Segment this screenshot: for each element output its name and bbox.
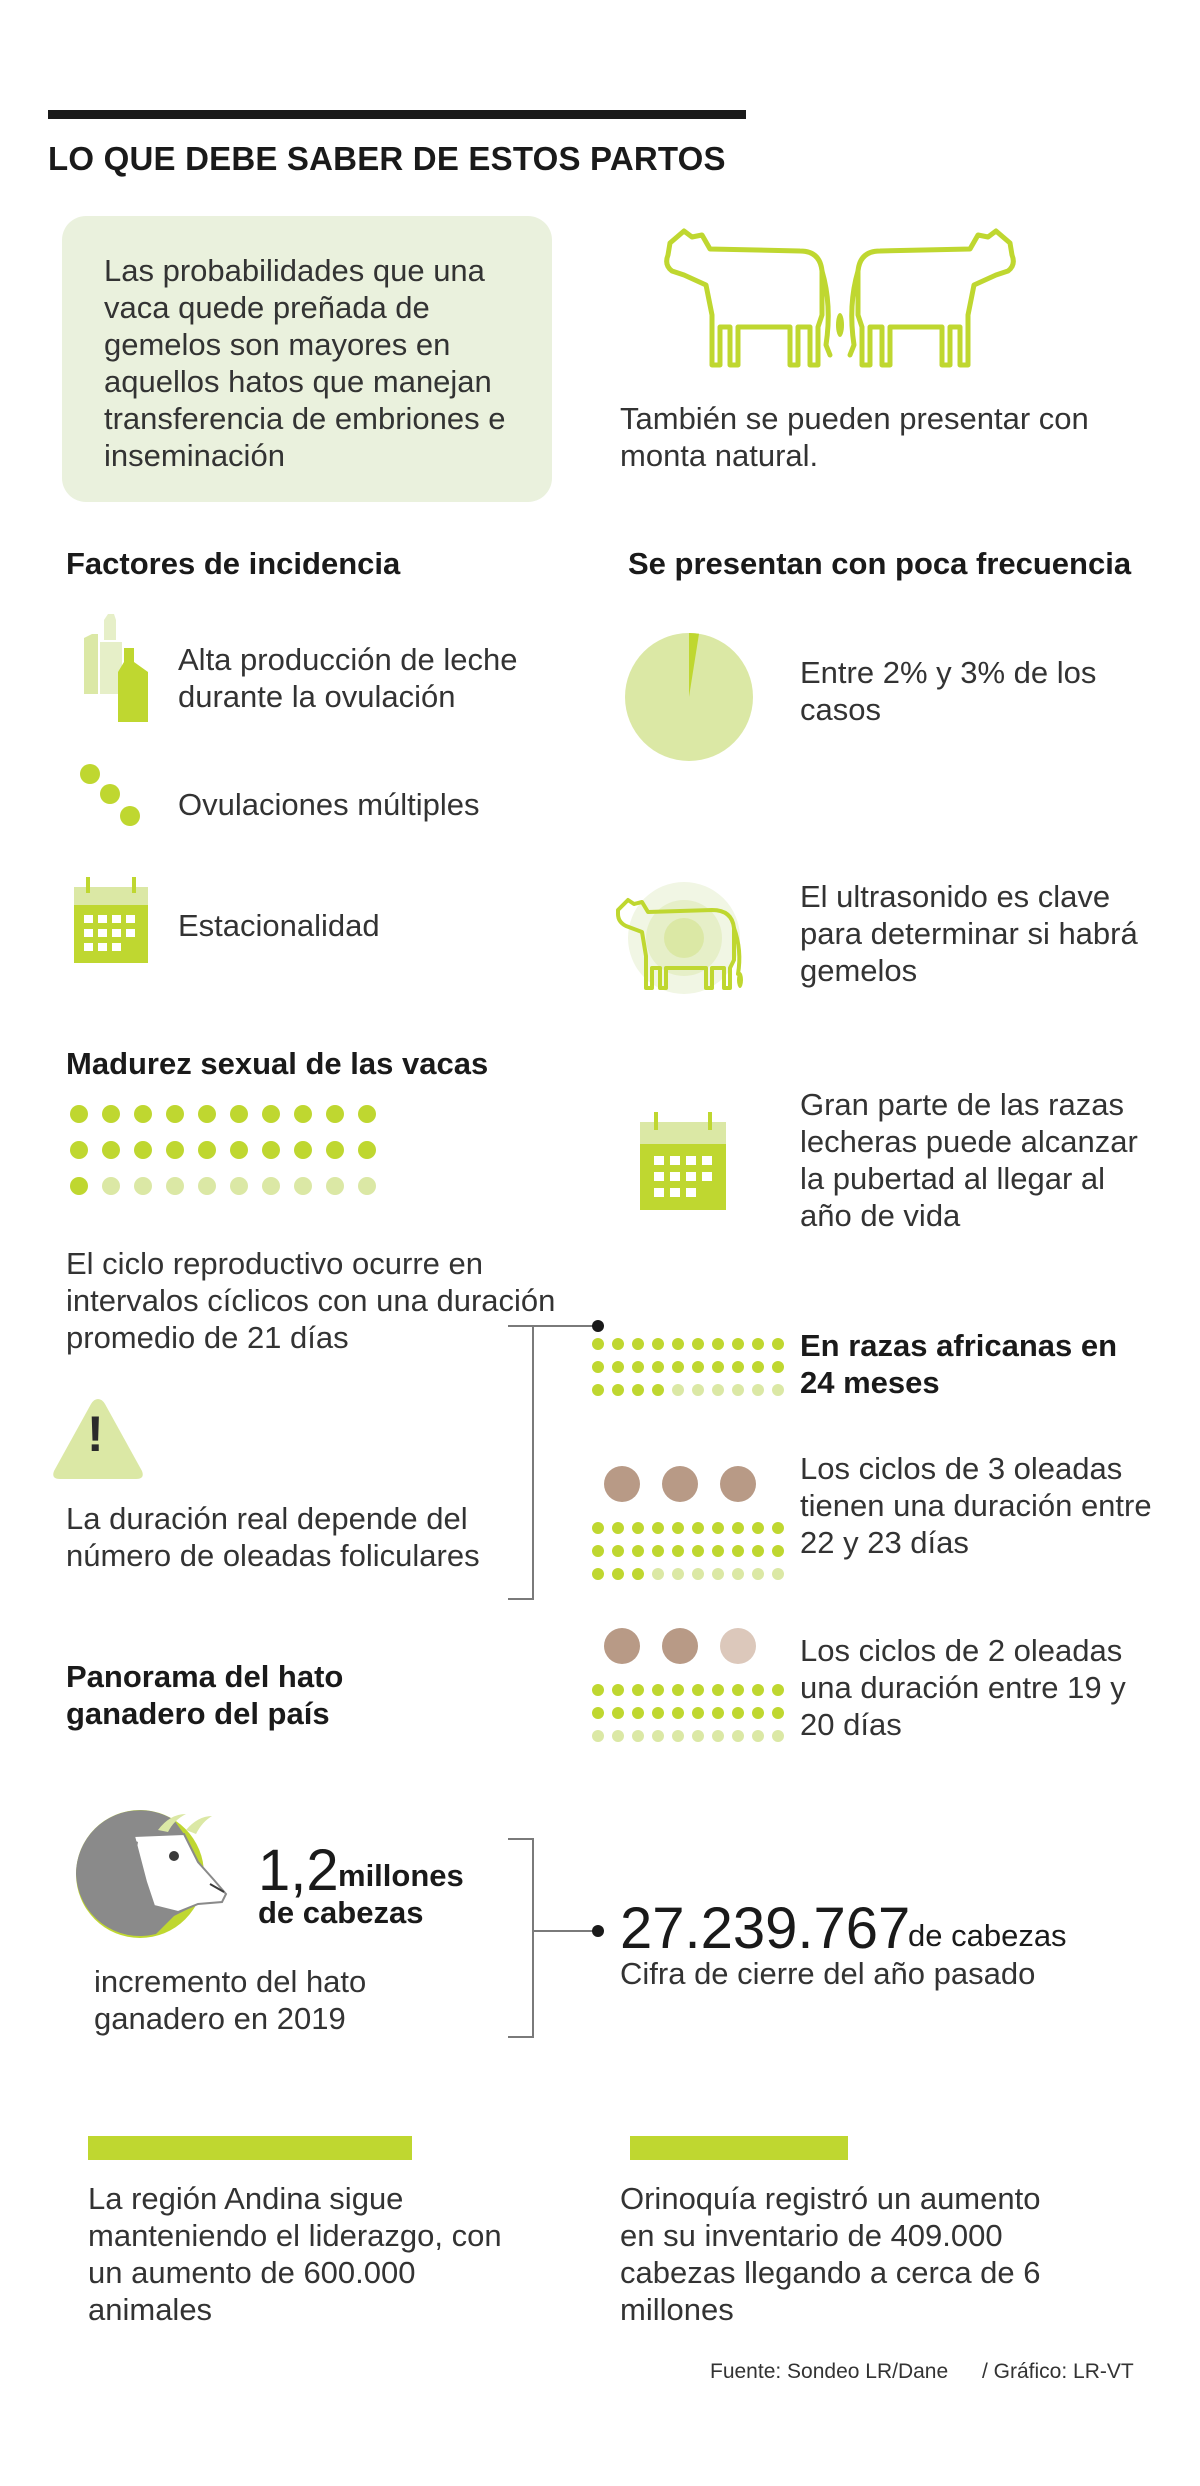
pictogram-dot xyxy=(712,1338,724,1350)
ultrasound-text: El ultrasonido es clave para determinar si habrá gemelos xyxy=(800,879,1138,988)
pictogram-dot xyxy=(772,1730,784,1742)
three-waves-circles xyxy=(604,1466,784,1506)
pictogram-dot xyxy=(198,1105,216,1123)
pictogram-dot xyxy=(732,1730,744,1742)
herd-total-text: Cifra de cierre del año pasado xyxy=(620,1956,1036,1991)
maturity-bracket-dot xyxy=(592,1320,604,1332)
pictogram-dot xyxy=(358,1141,376,1159)
pictogram-dot xyxy=(262,1177,280,1195)
pictogram-dot xyxy=(772,1384,784,1396)
pictogram-dot xyxy=(134,1141,152,1159)
two-waves-dot-grid xyxy=(592,1684,792,1756)
pictogram-dot xyxy=(134,1105,152,1123)
pictogram-dot xyxy=(612,1684,624,1696)
pictogram-dot xyxy=(712,1384,724,1396)
pictogram-dot xyxy=(262,1141,280,1159)
region-orinoquia-text: Orinoquía registró un aumento en su inventario de 409.000 cabezas llegando a cerca de 6 millones xyxy=(620,2181,1041,2327)
pictogram-dot xyxy=(672,1338,684,1350)
puberty-calendar-icon xyxy=(640,1112,726,1210)
pictogram-dot xyxy=(732,1522,744,1534)
three-waves-dot-grid xyxy=(592,1522,792,1594)
pictogram-dot xyxy=(772,1684,784,1696)
pictogram-dot xyxy=(692,1545,704,1557)
herd-increase-unit-a: millones xyxy=(338,1858,464,1893)
pictogram-dot xyxy=(612,1522,624,1534)
pictogram-dot xyxy=(712,1707,724,1719)
pictogram-dot xyxy=(592,1338,604,1350)
cycle-text: El ciclo reproductivo ocurre en intervalos cíclicos con una duración promedio de 21 días xyxy=(66,1246,556,1355)
pictogram-dot xyxy=(732,1361,744,1373)
pictogram-dot xyxy=(632,1338,644,1350)
pictogram-dot xyxy=(732,1338,744,1350)
herd-total-number: 27.239.767 xyxy=(620,1896,911,1961)
pictogram-dot xyxy=(732,1545,744,1557)
pictogram-dot xyxy=(326,1141,344,1159)
two-waves-circles xyxy=(604,1628,784,1668)
pictogram-dot xyxy=(262,1105,280,1123)
credit-text: / Gráfico: LR-VT xyxy=(982,2360,1134,2383)
pictogram-dot xyxy=(612,1730,624,1742)
pictogram-dot xyxy=(772,1338,784,1350)
frequency-pie-icon xyxy=(622,630,756,764)
pictogram-dot xyxy=(652,1730,664,1742)
pictogram-dot xyxy=(166,1177,184,1195)
warning-symbol: ! xyxy=(87,1406,104,1462)
source-text: Fuente: Sondeo LR/Dane xyxy=(710,2360,949,2383)
pictogram-dot xyxy=(652,1361,664,1373)
pictogram-dot xyxy=(294,1141,312,1159)
frequency-heading: Se presentan con poca frecuencia xyxy=(628,546,1132,581)
pictogram-dot xyxy=(712,1568,724,1580)
pictogram-dot xyxy=(772,1361,784,1373)
pictogram-dot xyxy=(612,1361,624,1373)
maturity-dot-grid xyxy=(70,1105,390,1215)
herd-increase-unit-b: de cabezas xyxy=(258,1895,424,1930)
three-waves-text: Los ciclos de 3 oleadas tienen una duración entre 22 y 23 días xyxy=(800,1451,1152,1560)
pictogram-dot xyxy=(632,1545,644,1557)
pictogram-dot xyxy=(712,1730,724,1742)
wave-circle xyxy=(604,1466,640,1502)
pictogram-dot xyxy=(592,1568,604,1580)
pictogram-dot xyxy=(70,1141,88,1159)
pictogram-dot xyxy=(652,1384,664,1396)
african-dot-grid xyxy=(592,1338,792,1410)
pictogram-dot xyxy=(692,1384,704,1396)
pie-text: Entre 2% y 3% de los casos xyxy=(800,655,1097,727)
wave-circle xyxy=(720,1466,756,1502)
pictogram-dot xyxy=(752,1568,764,1580)
pictogram-dot xyxy=(752,1545,764,1557)
pictogram-dot xyxy=(692,1361,704,1373)
pictogram-dot xyxy=(752,1684,764,1696)
pictogram-dot xyxy=(326,1105,344,1123)
pictogram-dot xyxy=(632,1384,644,1396)
two-waves-text: Los ciclos de 2 oleadas una duración entre 19 y 20 días xyxy=(800,1633,1126,1742)
pictogram-dot xyxy=(652,1338,664,1350)
pictogram-dot xyxy=(294,1177,312,1195)
wave-circle xyxy=(662,1466,698,1502)
pictogram-dot xyxy=(166,1141,184,1159)
ovulation-dots-icon xyxy=(78,760,148,830)
pictogram-dot xyxy=(592,1522,604,1534)
pictogram-dot xyxy=(612,1338,624,1350)
pictogram-dot xyxy=(692,1730,704,1742)
pictogram-dot xyxy=(198,1141,216,1159)
pictogram-dot xyxy=(752,1361,764,1373)
pictogram-dot xyxy=(358,1105,376,1123)
pictogram-dot xyxy=(712,1522,724,1534)
pictogram-dot xyxy=(672,1707,684,1719)
top-rule xyxy=(48,110,746,119)
herd-total-unit: de cabezas xyxy=(908,1918,1067,1953)
pictogram-dot xyxy=(134,1177,152,1195)
region-orinoquia-bar xyxy=(630,2136,848,2160)
pictogram-dot xyxy=(230,1105,248,1123)
pictogram-dot xyxy=(102,1177,120,1195)
african-text: En razas africanas en 24 meses xyxy=(800,1328,1118,1400)
pictogram-dot xyxy=(772,1522,784,1534)
herd-increase-text: incremento del hato ganadero en 2019 xyxy=(94,1964,367,2036)
pictogram-dot xyxy=(772,1545,784,1557)
pictogram-dot xyxy=(732,1707,744,1719)
pictogram-dot xyxy=(692,1707,704,1719)
pictogram-dot xyxy=(230,1177,248,1195)
pictogram-dot xyxy=(712,1684,724,1696)
puberty-text: Gran parte de las razas lecheras puede alcanzar la pubertad al llegar al año de vida xyxy=(800,1087,1138,1233)
pictogram-dot xyxy=(672,1568,684,1580)
pictogram-dot xyxy=(592,1361,604,1373)
calendar-icon xyxy=(74,877,148,963)
pictogram-dot xyxy=(632,1684,644,1696)
region-andina-bar xyxy=(88,2136,412,2160)
pictogram-dot xyxy=(612,1545,624,1557)
pictogram-dot xyxy=(198,1177,216,1195)
pictogram-dot xyxy=(632,1568,644,1580)
pictogram-dot xyxy=(70,1177,88,1195)
wave-circle xyxy=(604,1628,640,1664)
pictogram-dot xyxy=(592,1730,604,1742)
pictogram-dot xyxy=(294,1105,312,1123)
pictogram-dot xyxy=(632,1361,644,1373)
pictogram-dot xyxy=(632,1522,644,1534)
herd-bracket xyxy=(508,1838,534,2038)
factor-item-season: Estacionalidad xyxy=(178,908,380,943)
pictogram-dot xyxy=(326,1177,344,1195)
pictogram-dot xyxy=(652,1522,664,1534)
pictogram-dot xyxy=(752,1707,764,1719)
pictogram-dot xyxy=(772,1568,784,1580)
pictogram-dot xyxy=(752,1384,764,1396)
pictogram-dot xyxy=(672,1545,684,1557)
pictogram-dot xyxy=(732,1684,744,1696)
cow-head-icon xyxy=(74,1808,234,1938)
pictogram-dot xyxy=(102,1141,120,1159)
pictogram-dot xyxy=(752,1338,764,1350)
pictogram-dot xyxy=(692,1522,704,1534)
pictogram-dot xyxy=(692,1338,704,1350)
pictogram-dot xyxy=(592,1545,604,1557)
wave-circle xyxy=(720,1628,756,1664)
ultrasound-cow-icon xyxy=(612,870,762,1000)
pictogram-dot xyxy=(732,1568,744,1580)
maturity-bracket-line xyxy=(534,1325,598,1327)
intro-text: Las probabilidades que una vaca quede preñada de gemelos son mayores en aquellos hatos que manejan transferencia de embriones e inseminación xyxy=(104,253,506,473)
pictogram-dot xyxy=(592,1684,604,1696)
maturity-bracket xyxy=(508,1325,534,1600)
milk-bottles-icon xyxy=(78,610,158,726)
factor-item-ovulation: Ovulaciones múltiples xyxy=(178,787,480,822)
warning-text: La duración real depende del número de oleadas foliculares xyxy=(66,1501,480,1573)
herd-heading: Panorama del hato ganadero del país xyxy=(66,1659,344,1731)
pictogram-dot xyxy=(70,1105,88,1123)
pictogram-dot xyxy=(632,1707,644,1719)
pictogram-dot xyxy=(672,1361,684,1373)
region-andina-text: La región Andina sigue manteniendo el liderazgo, con un aumento de 600.000 animales xyxy=(88,2181,502,2327)
pictogram-dot xyxy=(732,1384,744,1396)
wave-circle xyxy=(662,1628,698,1664)
pictogram-dot xyxy=(632,1730,644,1742)
pictogram-dot xyxy=(672,1384,684,1396)
twin-calves-icon xyxy=(650,215,1030,380)
page-title: LO QUE DEBE SABER DE ESTOS PARTOS xyxy=(48,140,726,177)
pictogram-dot xyxy=(772,1707,784,1719)
factors-heading: Factores de incidencia xyxy=(66,546,401,581)
pictogram-dot xyxy=(592,1707,604,1719)
pictogram-dot xyxy=(612,1384,624,1396)
pictogram-dot xyxy=(712,1361,724,1373)
pictogram-dot xyxy=(652,1684,664,1696)
pictogram-dot xyxy=(358,1177,376,1195)
pictogram-dot xyxy=(652,1707,664,1719)
pictogram-dot xyxy=(166,1105,184,1123)
pictogram-dot xyxy=(712,1545,724,1557)
pictogram-dot xyxy=(692,1684,704,1696)
pictogram-dot xyxy=(752,1522,764,1534)
herd-increase-number: 1,2 xyxy=(258,1838,339,1903)
intro-side-text: También se pueden presentar con monta natural. xyxy=(620,401,1089,473)
pictogram-dot xyxy=(752,1730,764,1742)
pictogram-dot xyxy=(692,1568,704,1580)
pictogram-dot xyxy=(612,1707,624,1719)
pictogram-dot xyxy=(672,1522,684,1534)
herd-bracket-dot xyxy=(592,1925,604,1937)
pictogram-dot xyxy=(592,1384,604,1396)
herd-bracket-line xyxy=(534,1930,596,1932)
pictogram-dot xyxy=(672,1684,684,1696)
factor-item-milk: Alta producción de leche durante la ovulación xyxy=(178,642,518,714)
pictogram-dot xyxy=(672,1730,684,1742)
maturity-heading: Madurez sexual de las vacas xyxy=(66,1046,489,1081)
pictogram-dot xyxy=(652,1545,664,1557)
pictogram-dot xyxy=(102,1105,120,1123)
pictogram-dot xyxy=(652,1568,664,1580)
pictogram-dot xyxy=(612,1568,624,1580)
pictogram-dot xyxy=(230,1141,248,1159)
